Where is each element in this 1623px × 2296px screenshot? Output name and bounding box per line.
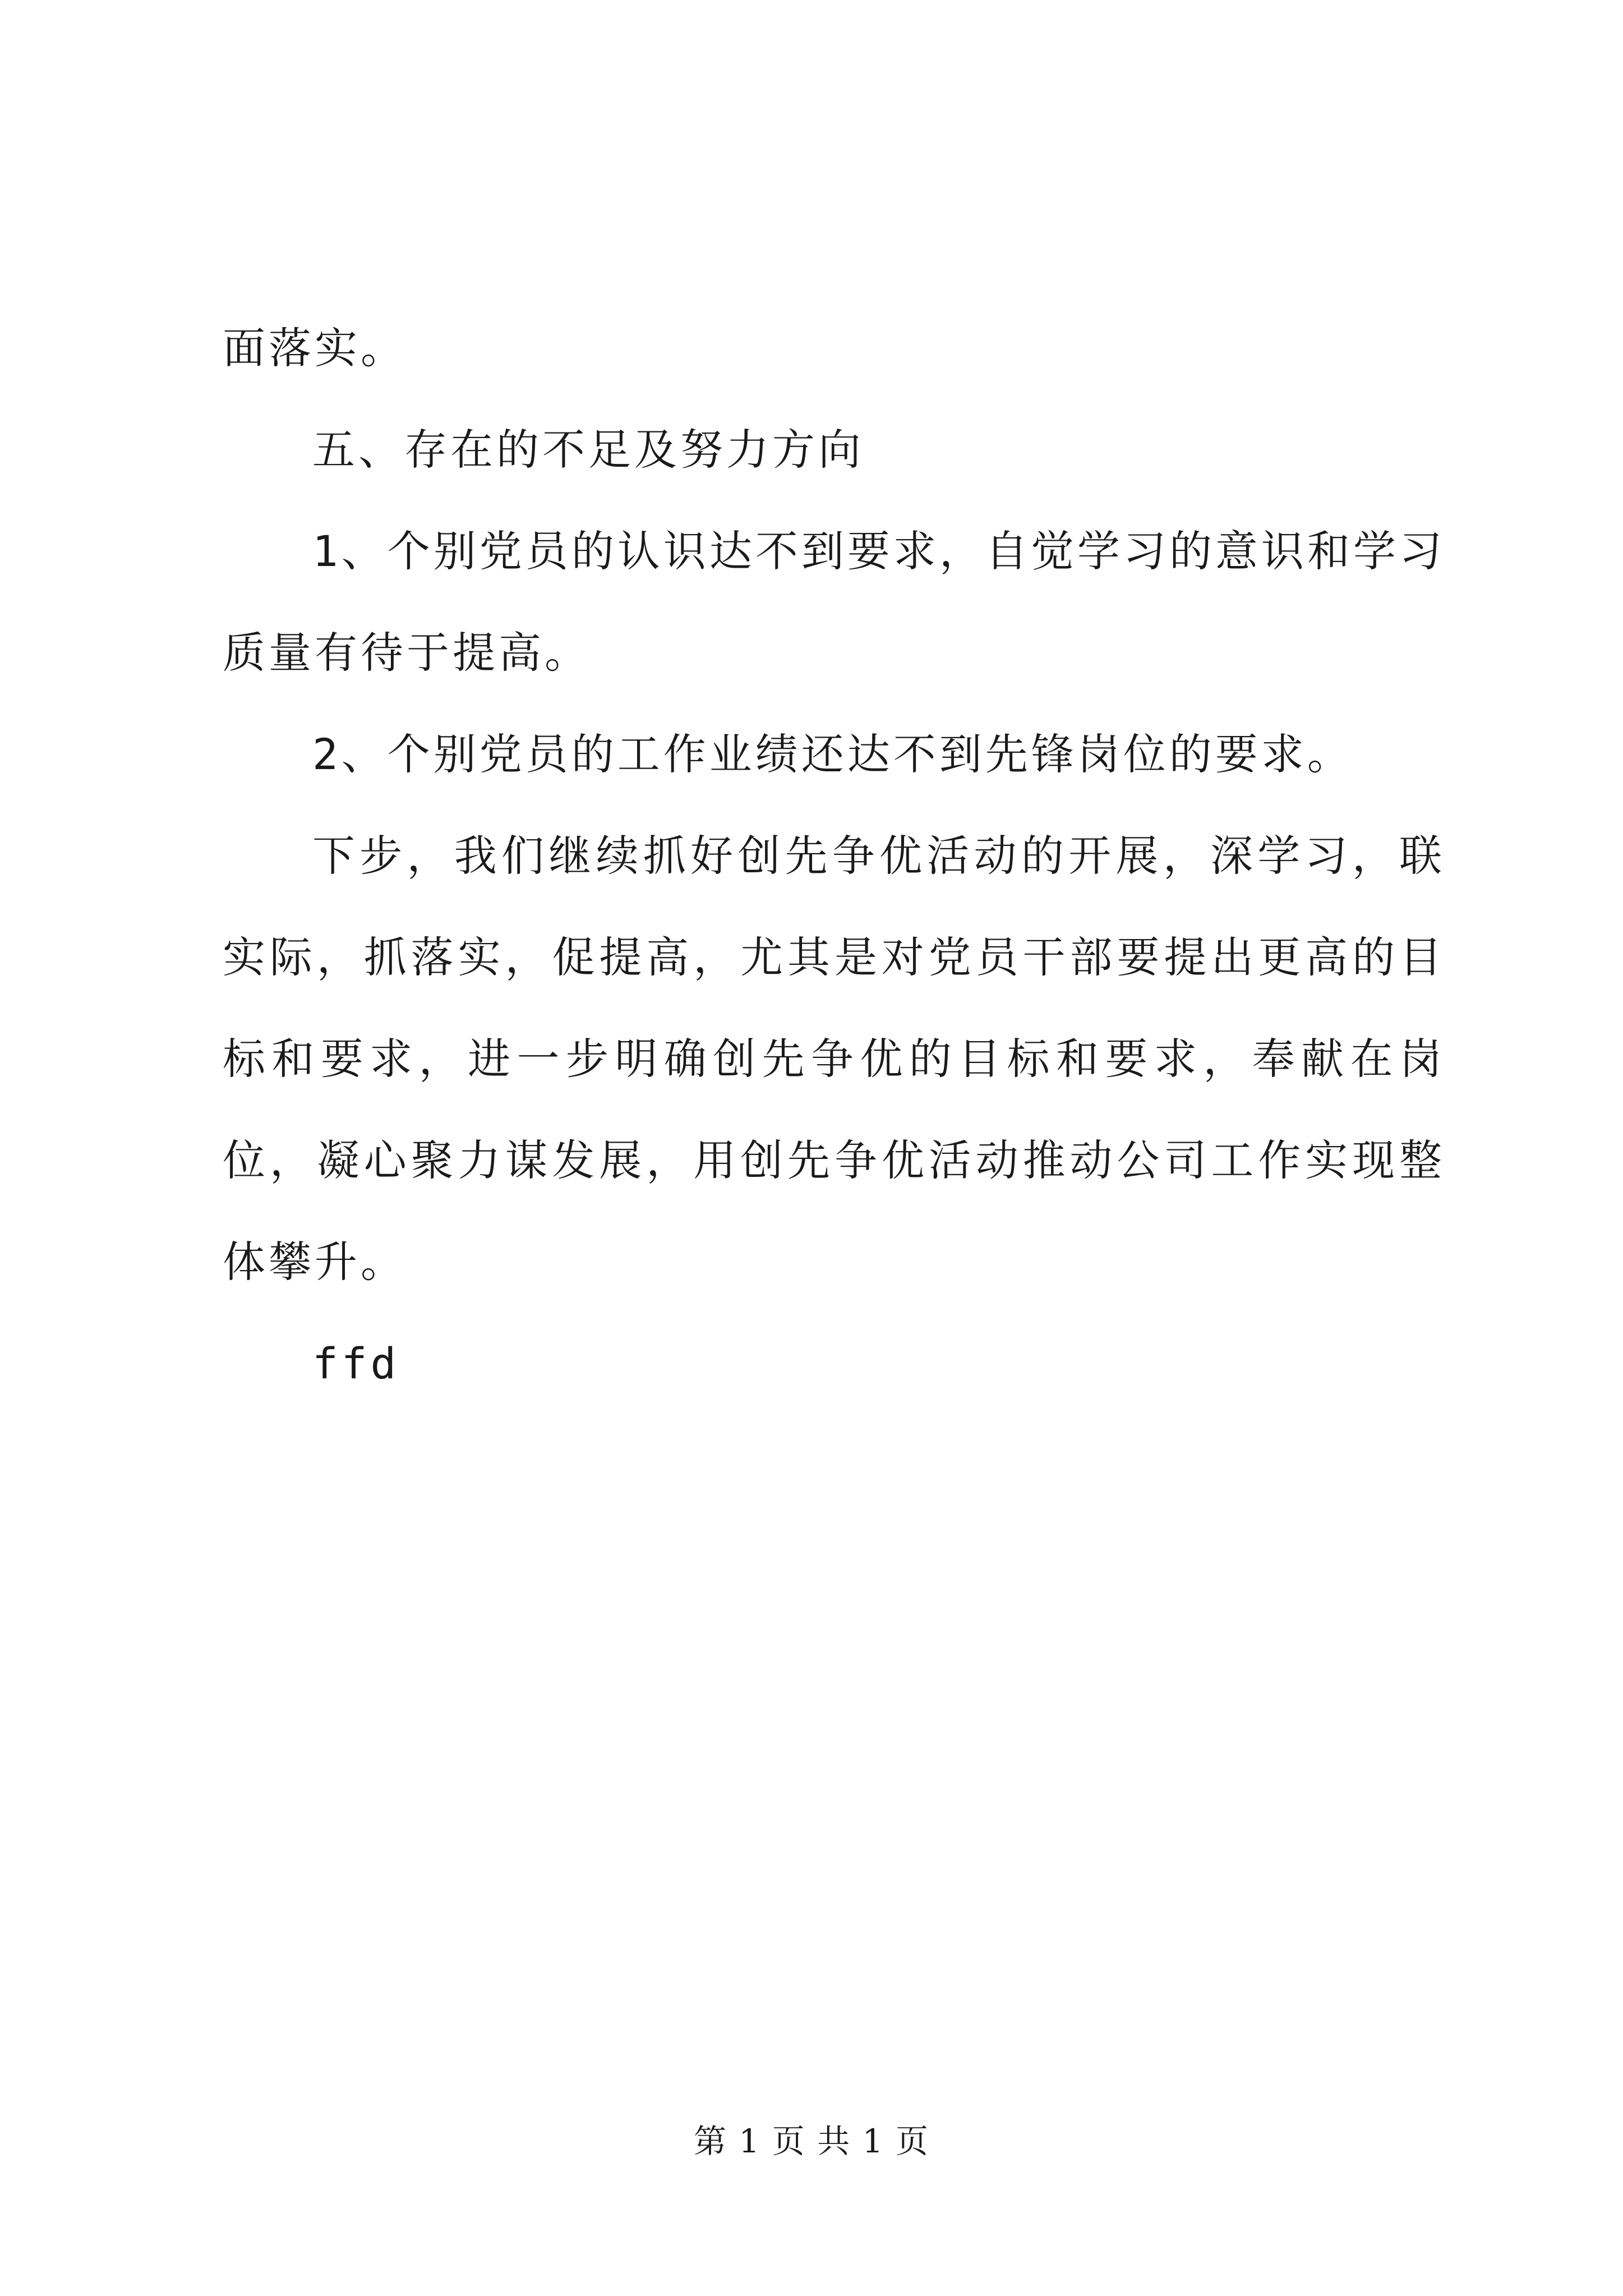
page-footer: 第 1 页 共 1 页 [694,2122,929,2160]
paragraph-next-steps: 下步，我们继续抓好创先争优活动的开展，深学习，联实际，抓落实，促提高，尤其是对党员干部要提出更高的目标和要求，进一步明确创先争优的目标和要求，奉献在岗位，凝心聚力谋发展，用创先争优活动推动公司工作实现整体攀升。 [223,831,1445,1287]
section-heading-shortcomings: 五、存在的不足及努力方向 [312,425,864,475]
list-item-1: 1、个别党员的认识达不到要求，自觉学习的意识和学习质量有待于提高。 [223,526,1445,678]
list-item-2: 2、个别党员的工作业绩还达不到先锋岗位的要求。 [312,729,1353,779]
paragraph-trailing-text: ffd [312,1338,400,1388]
document-body [223,297,1445,1414]
paragraph-continuation: 面落实。 [223,323,407,373]
